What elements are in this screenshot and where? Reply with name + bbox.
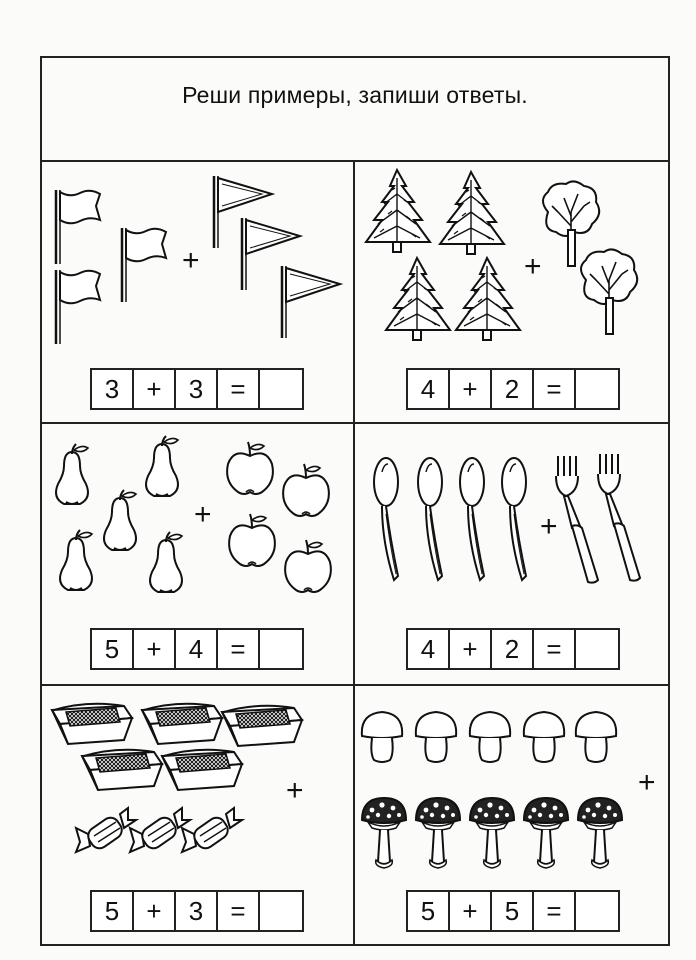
equals-sign: = xyxy=(218,892,260,930)
addend-b: 3 xyxy=(176,370,218,408)
addend-a: 5 xyxy=(408,892,450,930)
operator-plus: + xyxy=(134,370,176,408)
equals-sign: = xyxy=(534,630,576,668)
operator-plus: + xyxy=(450,892,492,930)
answer-box[interactable] xyxy=(260,892,302,930)
page-title: Реши примеры, запиши ответы. xyxy=(182,81,528,108)
addend-b: 2 xyxy=(492,370,534,408)
plus-sign: + xyxy=(194,498,212,531)
operator-plus: + xyxy=(450,370,492,408)
addend-a: 5 xyxy=(92,892,134,930)
equation-boxes xyxy=(90,890,304,932)
plus-sign: + xyxy=(286,774,304,807)
mushrooms-group xyxy=(362,712,622,868)
plus-sign: + xyxy=(540,510,558,543)
plus-sign: + xyxy=(182,244,200,277)
equation-boxes xyxy=(406,890,620,932)
answer-box[interactable] xyxy=(576,630,618,668)
equation-boxes xyxy=(406,628,620,670)
addend-b: 4 xyxy=(176,630,218,668)
equation-boxes xyxy=(90,628,304,670)
addend-a: 4 xyxy=(408,630,450,668)
operator-plus: + xyxy=(134,892,176,930)
addend-a: 3 xyxy=(92,370,134,408)
addend-a: 4 xyxy=(408,370,450,408)
answer-box[interactable] xyxy=(260,370,302,408)
addend-a: 5 xyxy=(92,630,134,668)
equation-boxes xyxy=(90,368,304,410)
cutlery-group xyxy=(374,454,640,583)
equals-sign: = xyxy=(534,370,576,408)
worksheet xyxy=(40,56,670,946)
addend-b: 5 xyxy=(492,892,534,930)
addend-b: 2 xyxy=(492,630,534,668)
trees-group xyxy=(366,170,637,340)
equals-sign: = xyxy=(534,892,576,930)
operator-plus: + xyxy=(134,630,176,668)
answer-box[interactable] xyxy=(576,892,618,930)
answer-box[interactable] xyxy=(576,370,618,408)
addend-b: 3 xyxy=(176,892,218,930)
equation-boxes xyxy=(406,368,620,410)
equals-sign: = xyxy=(218,630,260,668)
plus-sign: + xyxy=(524,250,542,283)
operator-plus: + xyxy=(450,630,492,668)
answer-box[interactable] xyxy=(260,630,302,668)
exercise-pictures xyxy=(42,58,672,948)
sweets-group xyxy=(52,704,302,852)
plus-sign: + xyxy=(638,766,656,799)
equals-sign: = xyxy=(218,370,260,408)
